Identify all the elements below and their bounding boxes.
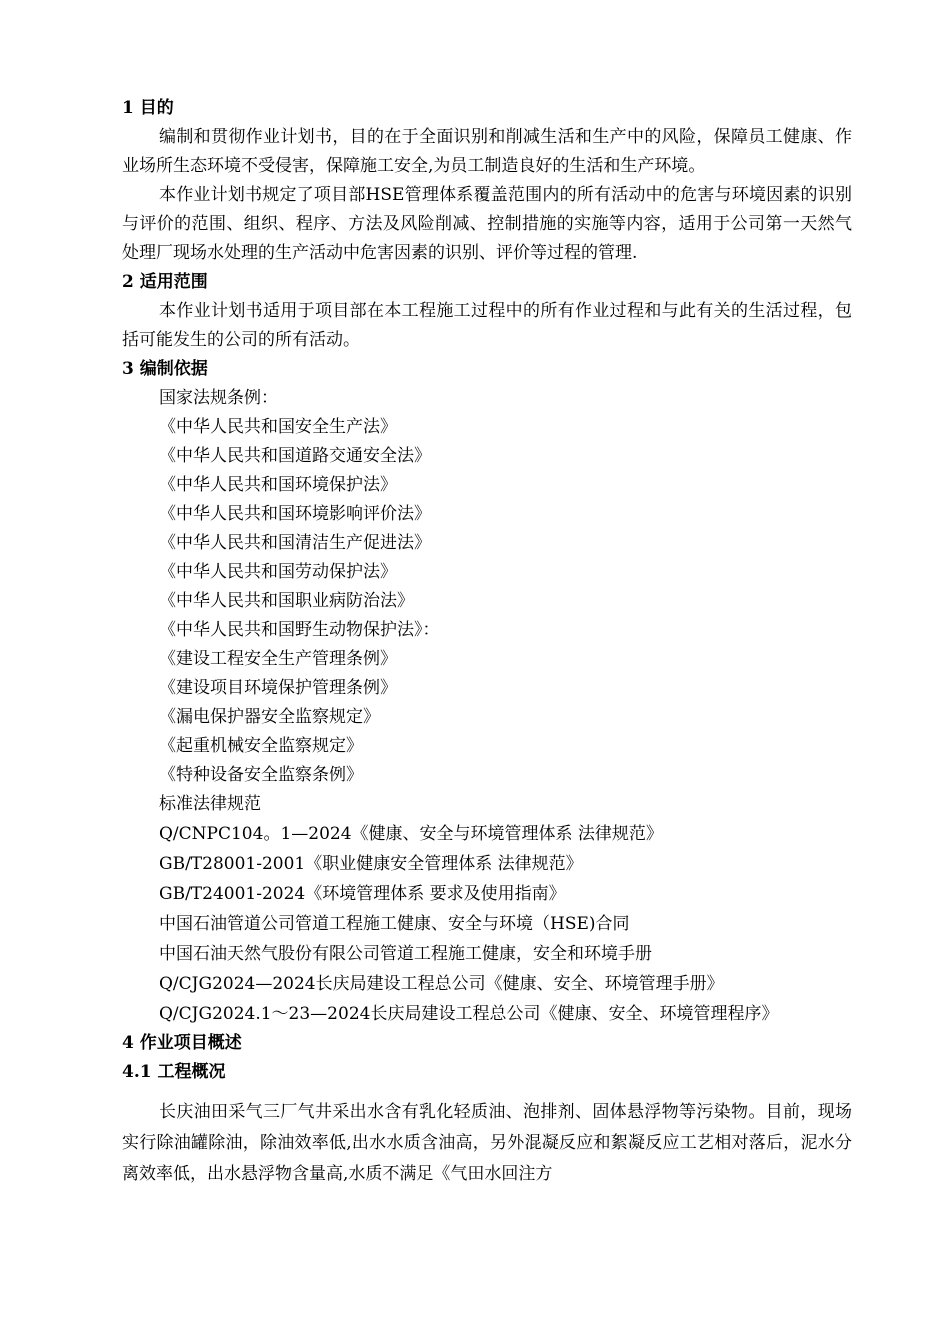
law-item: 《漏电保护器安全监察规定》 [159,707,380,727]
section-1-paragraph-1: 编制和贯彻作业计划书，目的在于全面识别和削减生活和生产中的风险，保障员工健康、作业场所生态环境不受侵害，保障施工安全,为员工制造良好的生活和生产环境。 [122,127,852,176]
section-3-heading: 3 编制依据 [122,359,208,379]
standards-title: 标准法律规范 [159,794,261,814]
standard-item: GB/T28001-2001《职业健康安全管理体系 法律规范》 [159,854,583,874]
standard-item: Q/CJG2024—2024长庆局建设工程总公司《健康、安全、环境管理手册》 [159,974,724,994]
section-4-heading: 4 作业项目概述 [122,1033,242,1053]
law-item: 《建设项目环境保护管理条例》 [159,678,397,698]
law-item: 《特种设备安全监察条例》 [159,765,363,785]
section-2-heading: 2 适用范围 [122,272,208,292]
standard-item: 中国石油天然气股份有限公司管道工程施工健康，安全和环境手册 [159,944,652,964]
section-1-heading: 1 目的 [122,98,174,118]
law-item: 《起重机械安全监察规定》 [159,736,363,756]
law-item: 《中华人民共和国清洁生产促进法》 [159,533,431,553]
section-4-1-heading: 4.1 工程概况 [122,1062,226,1082]
standard-item: GB/T24001-2024《环境管理体系 要求及使用指南》 [159,884,566,904]
law-item: 《中华人民共和国职业病防治法》 [159,591,414,611]
law-item: 《中华人民共和国环境影响评价法》 [159,504,431,524]
document-body [122,94,852,1190]
spacer [122,1087,852,1097]
laws-title: 国家法规条例： [159,388,278,408]
standard-item: Q/CNPC104。1—2024《健康、安全与环境管理体系 法律规范》 [159,824,663,844]
law-item: 《中华人民共和国环境保护法》 [159,475,397,495]
standard-item: Q/CJG2024.1～23—2024长庆局建设工程总公司《健康、安全、环境管理程序》 [159,1004,779,1024]
section-1-paragraph-2: 本作业计划书规定了项目部HSE管理体系覆盖范围内的所有活动中的危害与环境因素的识别与评价的范围、组织、程序、方法及风险削减、控制措施的实施等内容，适用于公司第一天然气处理厂现场水处理的生产活动中危害因素的识别、评价等过程的管理. [122,185,852,263]
law-item: 《中华人民共和国劳动保护法》 [159,562,397,582]
law-item: 《中华人民共和国安全生产法》 [159,417,397,437]
law-item: 《建设工程安全生产管理条例》 [159,649,397,669]
law-item: 《中华人民共和国野生动物保护法》： [159,620,440,640]
standard-item: 中国石油管道公司管道工程施工健康、安全与环境（HSE)合同 [159,914,630,934]
section-2-paragraph-1: 本作业计划书适用于项目部在本工程施工过程中的所有作业过程和与此有关的生活过程，包括可能发生的公司的所有活动。 [122,301,852,350]
section-4-1-paragraph-1: 长庆油田采气三厂气井采出水含有乳化轻质油、泡排剂、固体悬浮物等污染物。目前，现场实行除油罐除油，除油效率低,出水水质含油高，另外混凝反应和絮凝反应工艺相对落后，泥水分离效率低，出水悬浮物含量高,水质不满足《气田水回注方 [122,1102,852,1184]
law-item: 《中华人民共和国道路交通安全法》 [159,446,431,466]
